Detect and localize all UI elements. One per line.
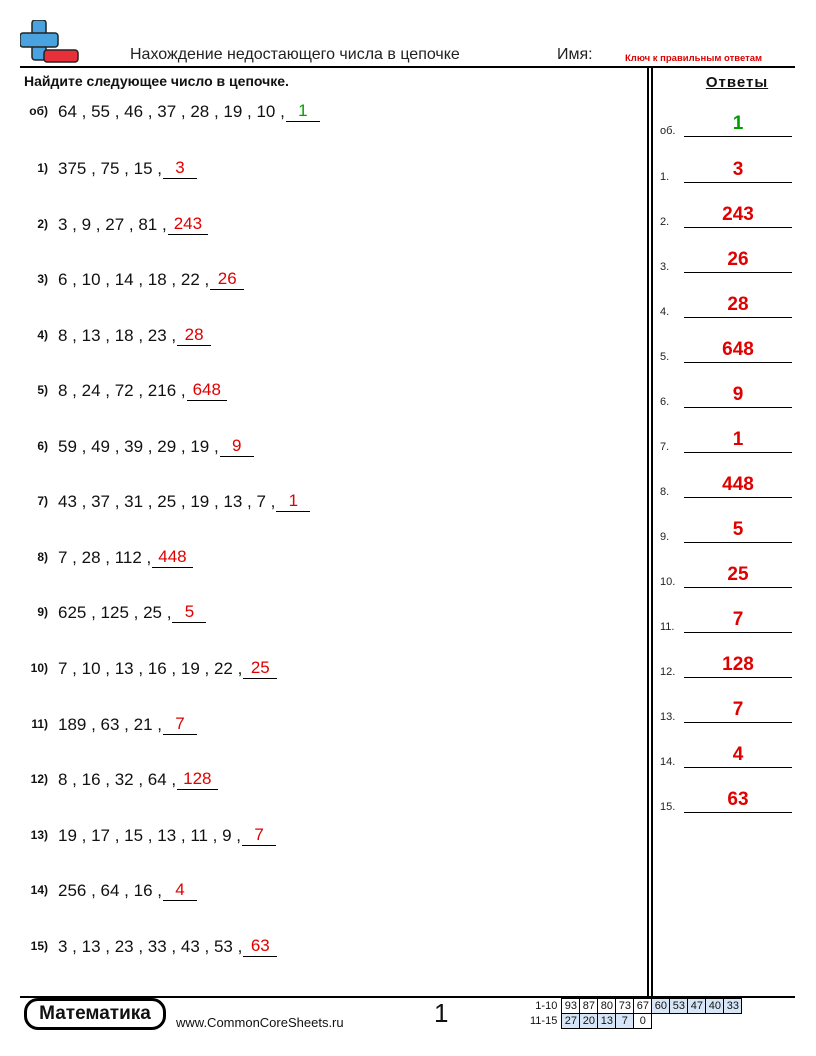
answer-key-line [684,452,792,453]
answer-key-value: 1 [732,113,744,134]
answer-key-row [660,654,792,678]
answers-heading-text: Ответы [705,74,769,91]
problem-sequence: 8 , 16 , 32 , 64 , [58,770,177,789]
answer-key-label: 14. [660,756,676,768]
plus-minus-logo-icon [20,20,80,70]
answer-key-line [684,136,792,137]
problem-number: 8) [37,550,48,564]
problem-row [14,933,277,957]
problem-sequence: 189 , 63 , 21 , [58,715,162,734]
score-cell: 27 [562,1014,580,1029]
problem-sequence: 625 , 125 , 25 , [58,603,172,622]
answer-key-row [660,564,792,588]
answers-heading [652,74,816,91]
answer-key-value: 7 [732,699,744,720]
problem-number: 3) [37,272,48,286]
answer-key-line [684,317,792,318]
answer-blank: 448 [152,547,192,568]
answer-key-value: 448 [722,474,754,495]
problem-number: 5) [37,383,48,397]
answer-key-line [684,767,792,768]
answer-key-value: 5 [732,519,744,540]
answer-key-label: 3. [660,261,670,273]
problem-row [14,322,211,346]
answer-key-row [660,159,792,183]
problem-sequence: 59 , 49 , 39 , 29 , 19 , [58,437,219,456]
score-cell: 73 [616,999,634,1014]
answer-key-row [660,113,792,137]
problem-row [14,544,193,568]
answer-key-row [660,699,792,723]
answer-key-label: 1. [660,171,670,183]
answer-key-line [684,497,792,498]
problem-sequence: 256 , 64 , 16 , [58,881,162,900]
answer-key-row [660,474,792,498]
problem-number: 15) [30,939,48,953]
answer-key-row [660,339,792,363]
answer-key-row [660,384,792,408]
problem-row [14,711,197,735]
answer-key-label: 5. [660,351,670,363]
score-cell: 47 [688,999,706,1014]
score-row-label: 1-10 [535,1000,558,1012]
answer-key-label: 12. [660,666,676,678]
answer-key-value: 243 [722,204,754,225]
answer-key-row [660,204,792,228]
problem-number: 7) [37,494,48,508]
answer-blank: 28 [177,325,211,346]
answer-key-value: 28 [727,294,749,315]
answer-key-row [660,294,792,318]
problem-number: 9) [37,605,48,619]
score-cell: 80 [598,999,616,1014]
answer-blank: 7 [163,714,197,735]
worksheet-title: Нахождение недостающего числа в цепочке [130,46,460,63]
answer-key-value: 3 [732,159,744,180]
problem-sequence: 19 , 17 , 15 , 13 , 11 , 9 , [58,826,242,845]
answer-key-value: 26 [727,249,749,270]
problem-number: 2) [37,217,48,231]
score-cell: 20 [580,1014,598,1029]
answer-key-line [684,677,792,678]
problem-number: 13) [30,828,48,842]
score-row [528,1014,742,1029]
problem-sequence: 6 , 10 , 14 , 18 , 22 , [58,270,210,289]
name-label: Имя: [557,46,593,63]
problem-row [14,766,218,790]
problem-sequence: 7 , 10 , 13 , 16 , 19 , 22 , [58,659,243,678]
answer-key-line [684,812,792,813]
answer-blank: 243 [168,214,208,235]
answer-key-label: 4. [660,306,670,318]
answer-key-label: 13. [660,711,676,723]
header-rule [20,66,795,68]
answer-key-line [684,227,792,228]
problem-row [14,377,227,401]
answer-key-value: 7 [732,609,744,630]
answer-key-row [660,249,792,273]
score-row-label: 11-15 [530,1015,558,1027]
column-divider-left [647,67,649,997]
answer-key-label: Ключ к правильным ответам [625,53,763,64]
column-divider-right [651,67,653,997]
problem-number: 10) [30,661,48,675]
problem-sequence: 8 , 24 , 72 , 216 , [58,381,186,400]
answer-key-label: 6. [660,396,670,408]
answer-key-label: 15. [660,801,676,813]
answer-key-line [684,407,792,408]
problem-row [14,599,206,623]
example-problem [14,98,320,122]
answer-blank: 7 [242,825,276,846]
problem-sequence: 375 , 75 , 15 , [58,159,162,178]
problem-number: 1) [37,161,48,175]
answer-key-value: 9 [732,384,744,405]
answer-key-label: 7. [660,441,670,453]
problem-row [14,211,208,235]
score-cell: 33 [724,999,742,1014]
score-cell: 13 [598,1014,616,1029]
problem-row [14,877,197,901]
problem-number: 4) [37,328,48,342]
problem-sequence: 8 , 13 , 18 , 23 , [58,326,177,345]
answer-key-value: 648 [722,339,754,360]
answer-key-label: 2. [660,216,670,228]
score-cell: 7 [616,1014,634,1029]
problem-row [14,655,277,679]
score-cell: 0 [634,1014,652,1029]
problem-sequence: 7 , 28 , 112 , [58,548,152,567]
score-cell: 87 [580,999,598,1014]
score-cell: 67 [634,999,652,1014]
problem-sequence: 3 , 13 , 23 , 33 , 43 , 53 , [58,937,243,956]
score-cell: 93 [562,999,580,1014]
problem-row [14,488,310,512]
answer-key-value: 25 [727,564,749,585]
score-cell: 40 [706,999,724,1014]
answer-key-value: 1 [732,429,744,450]
answer-key-value: 128 [722,654,754,675]
answer-blank: 1 [276,491,310,512]
answer-key-label: 8. [660,486,670,498]
answer-blank: 9 [220,436,254,457]
answer-key-row [660,609,792,633]
problem-number: 11) [31,717,48,731]
answer-blank: 4 [163,880,197,901]
answer-blank: 128 [177,769,217,790]
problem-sequence: 43 , 37 , 31 , 25 , 19 , 13 , 7 , [58,492,276,511]
answer-key-value: 63 [727,789,749,810]
answer-blank: 1 [286,101,320,122]
answer-blank: 5 [172,602,206,623]
score-row [528,999,742,1014]
answer-key-line [684,722,792,723]
problem-number: 12) [30,772,48,786]
score-table [528,998,742,1029]
problem-row [14,155,197,179]
problem-sequence: 3 , 9 , 27 , 81 , [58,215,167,234]
answer-key-line [684,362,792,363]
problem-number: 14) [30,883,48,897]
problem-row [14,822,276,846]
answer-key-row [660,789,792,813]
brand-badge: Математика [24,998,166,1030]
problem-row [14,433,254,457]
answer-blank: 63 [243,936,277,957]
answer-key-line [684,182,792,183]
problem-sequence: 64 , 55 , 46 , 37 , 28 , 19 , 10 , [58,102,285,121]
site-url[interactable]: www.CommonCoreSheets.ru [176,1015,344,1030]
answer-blank: 3 [163,158,197,179]
answer-key-label: 9. [660,531,670,543]
answer-blank: 648 [187,380,227,401]
score-cell: 60 [652,999,670,1014]
score-cell: 53 [670,999,688,1014]
instruction: Найдите следующее число в цепочке. [24,73,289,89]
answer-key-line [684,587,792,588]
answer-key-label: об. [660,125,676,137]
problem-number: 6) [37,439,48,453]
answer-key-label: 11. [660,621,675,633]
page-number: 1 [434,998,449,1028]
problem-number: об) [29,104,48,118]
answer-key-line [684,542,792,543]
answer-key-line [684,632,792,633]
answer-key-value: 4 [732,744,744,765]
answer-key-row [660,519,792,543]
answer-blank: 26 [210,269,244,290]
problem-row [14,266,244,290]
answer-key-row [660,429,792,453]
answer-key-line [684,272,792,273]
answer-key-label: 10. [660,576,676,588]
answer-blank: 25 [243,658,277,679]
answer-key-row [660,744,792,768]
